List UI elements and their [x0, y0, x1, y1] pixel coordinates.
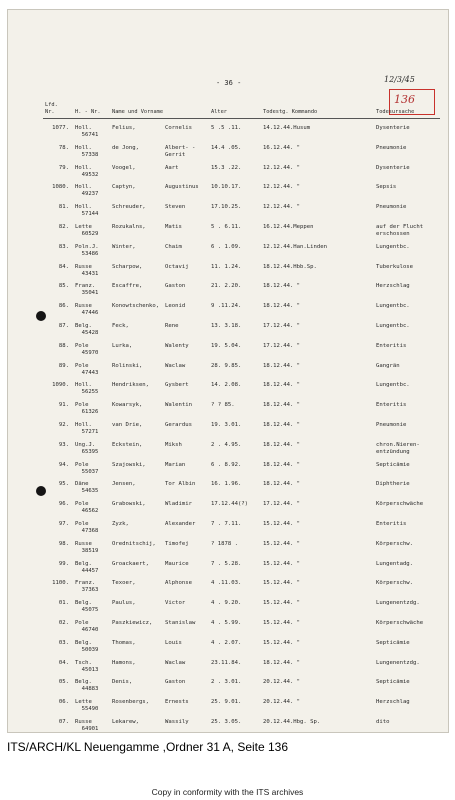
table-row — [8, 124, 448, 146]
cell-num: 53486 — [81, 250, 99, 257]
cell-lfd: 87. — [58, 323, 69, 329]
cell-num: 45013 — [81, 666, 99, 673]
cell-lfd: 06. — [58, 699, 69, 706]
cell-name: Paulus, — [112, 600, 136, 607]
cell-vor: Ernests — [165, 699, 189, 706]
cell-alt: 6 . 8.92. — [211, 461, 242, 468]
cell-name: Felius, — [112, 125, 136, 131]
cell-vor: Tor Albin — [165, 481, 196, 488]
cell-lfd: 96. — [58, 501, 69, 508]
cell-ursa: auf der Flucht erschossen — [376, 224, 424, 237]
cell-num: 38519 — [81, 547, 99, 554]
cell-num: 37363 — [81, 587, 99, 594]
cell-nat: Lette — [75, 224, 92, 230]
cell-vor: Alphonse — [165, 580, 192, 587]
cell-lfd: 01. — [58, 600, 69, 607]
cell-tod: 16.12.44. " — [263, 144, 301, 151]
table-row — [8, 579, 448, 601]
cell-tod: 12.12.44.Han.Linden — [263, 243, 327, 250]
table-row — [8, 441, 448, 463]
cell-alt: 9 .11.24. — [211, 303, 242, 310]
cell-nat: Holl. — [75, 204, 92, 211]
table-row — [8, 619, 448, 641]
cell-alt: 4 . 2.07. — [211, 639, 242, 646]
cell-lfd: 86. — [58, 303, 69, 310]
cell-tod: 15.12.44. " — [263, 600, 301, 607]
cell-alt: 19. 3.01. — [211, 422, 242, 428]
table-row — [8, 342, 448, 364]
cell-name: Texoer, — [112, 580, 136, 587]
cell-ursa: Körperschw. — [376, 540, 414, 547]
archive-stamp-number: 136 — [394, 93, 415, 106]
table-row — [8, 461, 448, 483]
cell-vor: Louis — [165, 639, 182, 646]
cell-alt: 2 . 3.01. — [211, 679, 242, 686]
table-row — [8, 282, 448, 304]
cell-vor: Octavij — [165, 263, 189, 270]
cell-ursa: Diphtherie — [376, 481, 410, 488]
cell-nat: Belg. — [75, 679, 92, 686]
cell-vor: Rene — [165, 323, 179, 329]
cell-ursa: Enteritis — [376, 402, 407, 409]
cell-lfd: 99. — [58, 560, 69, 567]
cell-num: 57271 — [81, 429, 99, 435]
cell-num: 55037 — [81, 468, 99, 475]
cell-lfd: 1090. — [52, 382, 69, 389]
cell-num: 64901 — [81, 726, 99, 732]
table-row — [8, 500, 448, 522]
cell-ursa: dito — [376, 719, 390, 725]
cell-name: Lekarew, — [112, 719, 139, 725]
cell-alt: 4 . 5.99. — [211, 620, 242, 626]
cell-ursa: Septicämie — [376, 679, 410, 686]
cell-nat: Pole — [75, 521, 89, 527]
cell-ursa: Lungenentzdg. — [376, 600, 420, 607]
cell-name: Eckstein, — [112, 441, 143, 448]
cell-nat: Poln.J. — [75, 243, 99, 250]
cell-ursa: Septicämie — [376, 461, 410, 468]
cell-nat: Pole — [75, 342, 89, 349]
table-row — [8, 381, 448, 403]
cell-lfd: 98. — [58, 540, 69, 547]
cell-vor: Gerardus — [165, 422, 192, 428]
cell-num: 56741 — [81, 132, 99, 138]
cell-num: 57338 — [81, 151, 99, 158]
cell-nat: Pole — [75, 620, 89, 626]
cell-nat: Belg. — [75, 323, 92, 329]
cell-tod: 18.12.44. " — [263, 461, 301, 468]
cell-vor: Matis — [165, 224, 182, 230]
cell-tod: 18.12.44. " — [263, 441, 301, 448]
table-row — [8, 718, 448, 733]
cell-vor: Aart — [165, 164, 179, 171]
cell-vor: Albert- -Gerrit — [165, 144, 196, 158]
cell-ursa: Lungentbc. — [376, 243, 410, 250]
cell-num: 46562 — [81, 508, 99, 515]
cell-ursa: Pneumonie — [376, 204, 407, 211]
cell-num: 43431 — [81, 270, 99, 277]
cell-lfd: 02. — [58, 620, 69, 626]
cell-lfd: 79. — [58, 164, 69, 171]
cell-num: 56255 — [81, 389, 99, 396]
cell-ursa: Enteritis — [376, 521, 407, 527]
cell-vor: Augustinus — [165, 184, 199, 191]
cell-nat: Belg. — [75, 600, 92, 607]
cell-name: Konowtschenko, — [112, 303, 160, 310]
cell-name: Orednitschij, — [112, 540, 156, 547]
cell-alt: 25. 3.05. — [211, 719, 242, 725]
cell-num: 57144 — [81, 211, 99, 218]
cell-num: 45428 — [81, 330, 99, 336]
cell-lfd: 05. — [58, 679, 69, 686]
scanned-document — [7, 9, 449, 733]
cell-alt: 10.10.17. — [211, 184, 242, 191]
cell-name: de Jong, — [112, 144, 139, 151]
cell-vor: Wassily — [165, 719, 189, 725]
cell-tod: 18.12.44. " — [263, 362, 301, 369]
header-haeftling-nr: H. - Nr. — [75, 109, 101, 115]
cell-lfd: 91. — [58, 402, 69, 409]
cell-name: Thomas, — [112, 639, 136, 646]
cell-num: 60529 — [81, 231, 99, 237]
cell-lfd: 94. — [58, 461, 69, 468]
cell-tod: 15.12.44. " — [263, 639, 301, 646]
cell-alt: 21. 2.20. — [211, 283, 242, 290]
cell-num: 45970 — [81, 349, 99, 356]
cell-num: 49532 — [81, 171, 99, 178]
cell-lfd: 03. — [58, 639, 69, 646]
cell-name: Paszkiewicz, — [112, 620, 153, 626]
cell-tod: 15.12.44. " — [263, 540, 301, 547]
cell-tod: 15.12.44. " — [263, 560, 301, 567]
cell-alt: 6 . 1.09. — [211, 243, 242, 250]
cell-name: Groackaert, — [112, 560, 150, 567]
cell-alt: 28. 9.85. — [211, 362, 242, 369]
header-rule — [43, 118, 440, 119]
cell-name: Kowarsyk, — [112, 402, 143, 409]
cell-name: Jensen, — [112, 481, 136, 488]
cell-ursa: Körperschwäche — [376, 501, 424, 508]
table-row — [8, 421, 448, 443]
cell-tod: 18.12.44. " — [263, 382, 301, 389]
table-row — [8, 480, 448, 502]
cell-name: Voogel, — [112, 164, 136, 171]
table-row — [8, 302, 448, 324]
cell-alt: 7 . 7.11. — [211, 521, 242, 527]
header-lfd: Lfd. — [45, 102, 58, 108]
header-todesursache: Todesursache — [376, 109, 415, 115]
cell-ursa: Dysenterie — [376, 164, 410, 171]
cell-name: Escaffre, — [112, 283, 143, 290]
cell-nat: Ung.J. — [75, 441, 96, 448]
cell-nat: Holl. — [75, 144, 92, 151]
cell-alt: 7 . 5.28. — [211, 560, 242, 567]
cell-alt: 2 . 4.95. — [211, 441, 242, 448]
cell-tod: 15.12.44. " — [263, 521, 301, 527]
cell-name: Rozukalns, — [112, 224, 146, 230]
cell-vor: Leonid — [165, 303, 186, 310]
table-row — [8, 520, 448, 542]
cell-name: Hamons, — [112, 659, 136, 666]
cell-name: Lurka, — [112, 342, 133, 349]
cell-lfd: 82. — [58, 224, 69, 230]
cell-name: Schreuder, — [112, 204, 146, 211]
table-row — [8, 263, 448, 285]
cell-nat: Franz. — [75, 580, 96, 587]
cell-num: 54635 — [81, 488, 99, 495]
table-row — [8, 698, 448, 720]
cell-alt: 15.3 .22. — [211, 164, 242, 171]
cell-tod: 12.12.44. " — [263, 204, 301, 211]
cell-tod: 18.12.44. " — [263, 283, 301, 290]
table-row — [8, 203, 448, 225]
cell-alt: 5 .5 .11. — [211, 125, 242, 131]
cell-vor: Chaim — [165, 243, 182, 250]
cell-name: Rosenbergs, — [112, 699, 150, 706]
cell-vor: Wladimir — [165, 501, 192, 508]
cell-lfd: 04. — [58, 659, 69, 666]
cell-name: Hendriksen, — [112, 382, 150, 389]
cell-num: 45075 — [81, 607, 99, 614]
cell-tod: 17.12.44. " — [263, 342, 301, 349]
cell-num: 47443 — [81, 369, 99, 376]
cell-tod: 15.12.44. " — [263, 620, 301, 626]
cell-vor: Miksh — [165, 441, 182, 448]
table-row — [8, 401, 448, 423]
cell-num: 46740 — [81, 627, 99, 633]
cell-lfd: 1077. — [52, 125, 69, 131]
cell-alt: 17.12.44(?) — [211, 501, 249, 508]
cell-vor: Gaston — [165, 283, 186, 290]
cell-alt: ? ? 85. — [211, 402, 235, 409]
cell-num: 47368 — [81, 528, 99, 534]
cell-vor: Cornelis — [165, 125, 192, 131]
cell-lfd: 93. — [58, 441, 69, 448]
cell-lfd: 89. — [58, 362, 69, 369]
cell-alt: 17.10.25. — [211, 204, 242, 211]
cell-lfd: 1100. — [52, 580, 69, 587]
cell-vor: Marian — [165, 461, 186, 468]
cell-name: Szajowski, — [112, 461, 146, 468]
cell-tod: 18.12.44. " — [263, 422, 301, 428]
cell-ursa: Lungentadg. — [376, 560, 414, 567]
cell-ursa: Lungenentzdg. — [376, 659, 420, 666]
cell-alt: ? 1878 . — [211, 540, 238, 547]
cell-ursa: Septicämie — [376, 639, 410, 646]
cell-lfd: 85. — [58, 283, 69, 290]
cell-tod: 18.12.44. " — [263, 481, 301, 488]
cell-name: Scharpow, — [112, 263, 143, 270]
cell-nat: Russe — [75, 303, 92, 310]
cell-tod: 18.12.44. " — [263, 402, 301, 409]
cell-tod: 12.12.44. " — [263, 184, 301, 191]
cell-nat: Belg. — [75, 560, 92, 567]
cell-tod: 17.12.44. " — [263, 501, 301, 508]
table-row — [8, 223, 448, 245]
cell-vor: Gysbert — [165, 382, 189, 389]
cell-ursa: chron.Nieren- entzündung — [376, 441, 420, 455]
cell-nat: Holl. — [75, 164, 92, 171]
cell-ursa: Enteritis — [376, 342, 407, 349]
cell-nat: Franz. — [75, 283, 96, 290]
cell-ursa: Lungentbc. — [376, 382, 410, 389]
cell-name: Grabowski, — [112, 501, 146, 508]
cell-lfd: 83. — [58, 243, 69, 250]
cell-tod: 18.12.44. " — [263, 659, 301, 666]
cell-vor: Maurice — [165, 560, 189, 567]
cell-num: 35041 — [81, 290, 99, 297]
cell-nat: Däne — [75, 481, 89, 488]
cell-name: Denis, — [112, 679, 133, 686]
cell-ursa: Gangrän — [376, 362, 400, 369]
table-row — [8, 560, 448, 582]
table-row — [8, 183, 448, 205]
table-row — [8, 540, 448, 562]
cell-name: van Drie, — [112, 422, 143, 428]
cell-num: 65395 — [81, 448, 99, 455]
cell-ursa: Dysenterie — [376, 125, 410, 131]
cell-nat: Holl. — [75, 184, 92, 191]
cell-lfd: 97. — [58, 521, 69, 527]
cell-nat: Pole — [75, 362, 89, 369]
header-name: Name und Vorname — [112, 109, 164, 115]
cell-alt: 5 . 6.11. — [211, 224, 242, 230]
cell-tod: 17.12.44. " — [263, 323, 301, 329]
cell-lfd: 92. — [58, 422, 69, 428]
cell-tod: 20.12.44.Hbg. Sp. — [263, 719, 321, 725]
header-alter: Alter — [211, 109, 227, 115]
cell-alt: 16. 1.96. — [211, 481, 242, 488]
cell-nat: Holl. — [75, 382, 92, 389]
cell-alt: 19. 5.04. — [211, 342, 242, 349]
conformity-note: Copy in conformity with the ITS archives — [151, 787, 304, 797]
cell-alt: 23.11.84. — [211, 659, 242, 666]
cell-lfd: 88. — [58, 342, 69, 349]
cell-vor: Walenty — [165, 342, 189, 349]
cell-vor: Waclaw — [165, 362, 186, 369]
cell-lfd: 95. — [58, 481, 69, 488]
cell-ursa: Lungentbc. — [376, 323, 410, 329]
cell-nat: Tsch. — [75, 659, 92, 666]
cell-vor: Timofej — [165, 540, 189, 547]
cell-vor: Walentin — [165, 402, 192, 409]
cell-alt: 14.4 .05. — [211, 144, 242, 151]
table-row — [8, 322, 448, 344]
cell-tod: 20.12.44. " — [263, 679, 301, 686]
cell-alt: 11. 1.24. — [211, 263, 242, 270]
cell-name: Zyzk, — [112, 521, 129, 527]
table-row — [8, 243, 448, 265]
cell-name: Rolinski, — [112, 362, 143, 369]
cell-name: Feck, — [112, 323, 129, 329]
cell-name: Captyn, — [112, 184, 136, 191]
cell-nat: Pole — [75, 461, 89, 468]
date-mark: 12/3/45 — [384, 75, 415, 84]
cell-alt: 13. 3.18. — [211, 323, 242, 329]
cell-lfd: 1080. — [52, 184, 69, 191]
cell-ursa: Körperschw. — [376, 580, 414, 587]
cell-vor: Gaston — [165, 679, 186, 686]
cell-ursa: Pneumonie — [376, 422, 407, 428]
table-row — [8, 362, 448, 384]
table-row — [8, 678, 448, 700]
cell-vor: Steven — [165, 204, 186, 211]
table-row — [8, 144, 448, 166]
cell-tod: 16.12.44.Meppen — [263, 224, 314, 230]
cell-tod: 18.12.44. " — [263, 303, 301, 310]
cell-ursa: Lungentbc. — [376, 303, 410, 310]
cell-nat: Pole — [75, 402, 89, 409]
cell-lfd: 81. — [58, 204, 69, 211]
cell-nat: Russe — [75, 719, 92, 725]
cell-num: 44883 — [81, 686, 99, 693]
table-row — [8, 599, 448, 621]
cell-vor: Waclaw — [165, 659, 186, 666]
cell-nat: Holl. — [75, 125, 92, 131]
cell-alt: 4 .11.03. — [211, 580, 242, 587]
cell-lfd: 07. — [58, 719, 69, 725]
cell-nat: Pole — [75, 501, 89, 508]
cell-tod: 14.12.44.Husum — [263, 125, 311, 131]
cell-ursa: Körperschwäche — [376, 620, 424, 626]
cell-nat: Russe — [75, 263, 92, 270]
cell-vor: Alexander — [165, 521, 196, 527]
cell-nat: Holl. — [75, 422, 92, 428]
table-row — [8, 164, 448, 186]
cell-num: 50039 — [81, 646, 99, 653]
cell-name: Winter, — [112, 243, 136, 250]
cell-vor: Stanislaw — [165, 620, 196, 626]
cell-ursa: Herzschlag — [376, 699, 410, 706]
cell-nat: Belg. — [75, 639, 92, 646]
cell-nat: Lette — [75, 699, 92, 706]
cell-alt: 4 . 9.20. — [211, 600, 242, 607]
cell-vor: Victor — [165, 600, 186, 607]
header-nr: Nr. — [45, 109, 55, 115]
cell-tod: 20.12.44. " — [263, 699, 301, 706]
header-todestag: Todestg. Kommando — [263, 109, 318, 115]
cell-ursa: Sepsis — [376, 184, 397, 191]
cell-ursa: Pneumonie — [376, 144, 407, 151]
table-row — [8, 659, 448, 681]
cell-ursa: Herzschlag — [376, 283, 410, 290]
cell-num: 47446 — [81, 310, 99, 317]
cell-num: 44457 — [81, 567, 99, 574]
cell-tod: 15.12.44. " — [263, 580, 301, 587]
cell-alt: 25. 9.01. — [211, 699, 242, 706]
cell-alt: 14. 2.08. — [211, 382, 242, 389]
page-number: - 36 - — [216, 79, 242, 87]
cell-ursa: Tuberkulose — [376, 263, 414, 270]
table-row — [8, 639, 448, 661]
cell-tod: 12.12.44. " — [263, 164, 301, 171]
cell-lfd: 78. — [58, 144, 69, 151]
cell-tod: 18.12.44.Hbb.Sp. — [263, 263, 317, 270]
cell-num: 61326 — [81, 409, 99, 416]
cell-num: 49237 — [81, 191, 99, 198]
archive-reference: ITS/ARCH/KL Neuengamme ,Ordner 31 A, Seite 136 — [7, 740, 289, 754]
cell-nat: Russe — [75, 540, 92, 547]
cell-num: 55490 — [81, 706, 99, 713]
cell-lfd: 84. — [58, 263, 69, 270]
